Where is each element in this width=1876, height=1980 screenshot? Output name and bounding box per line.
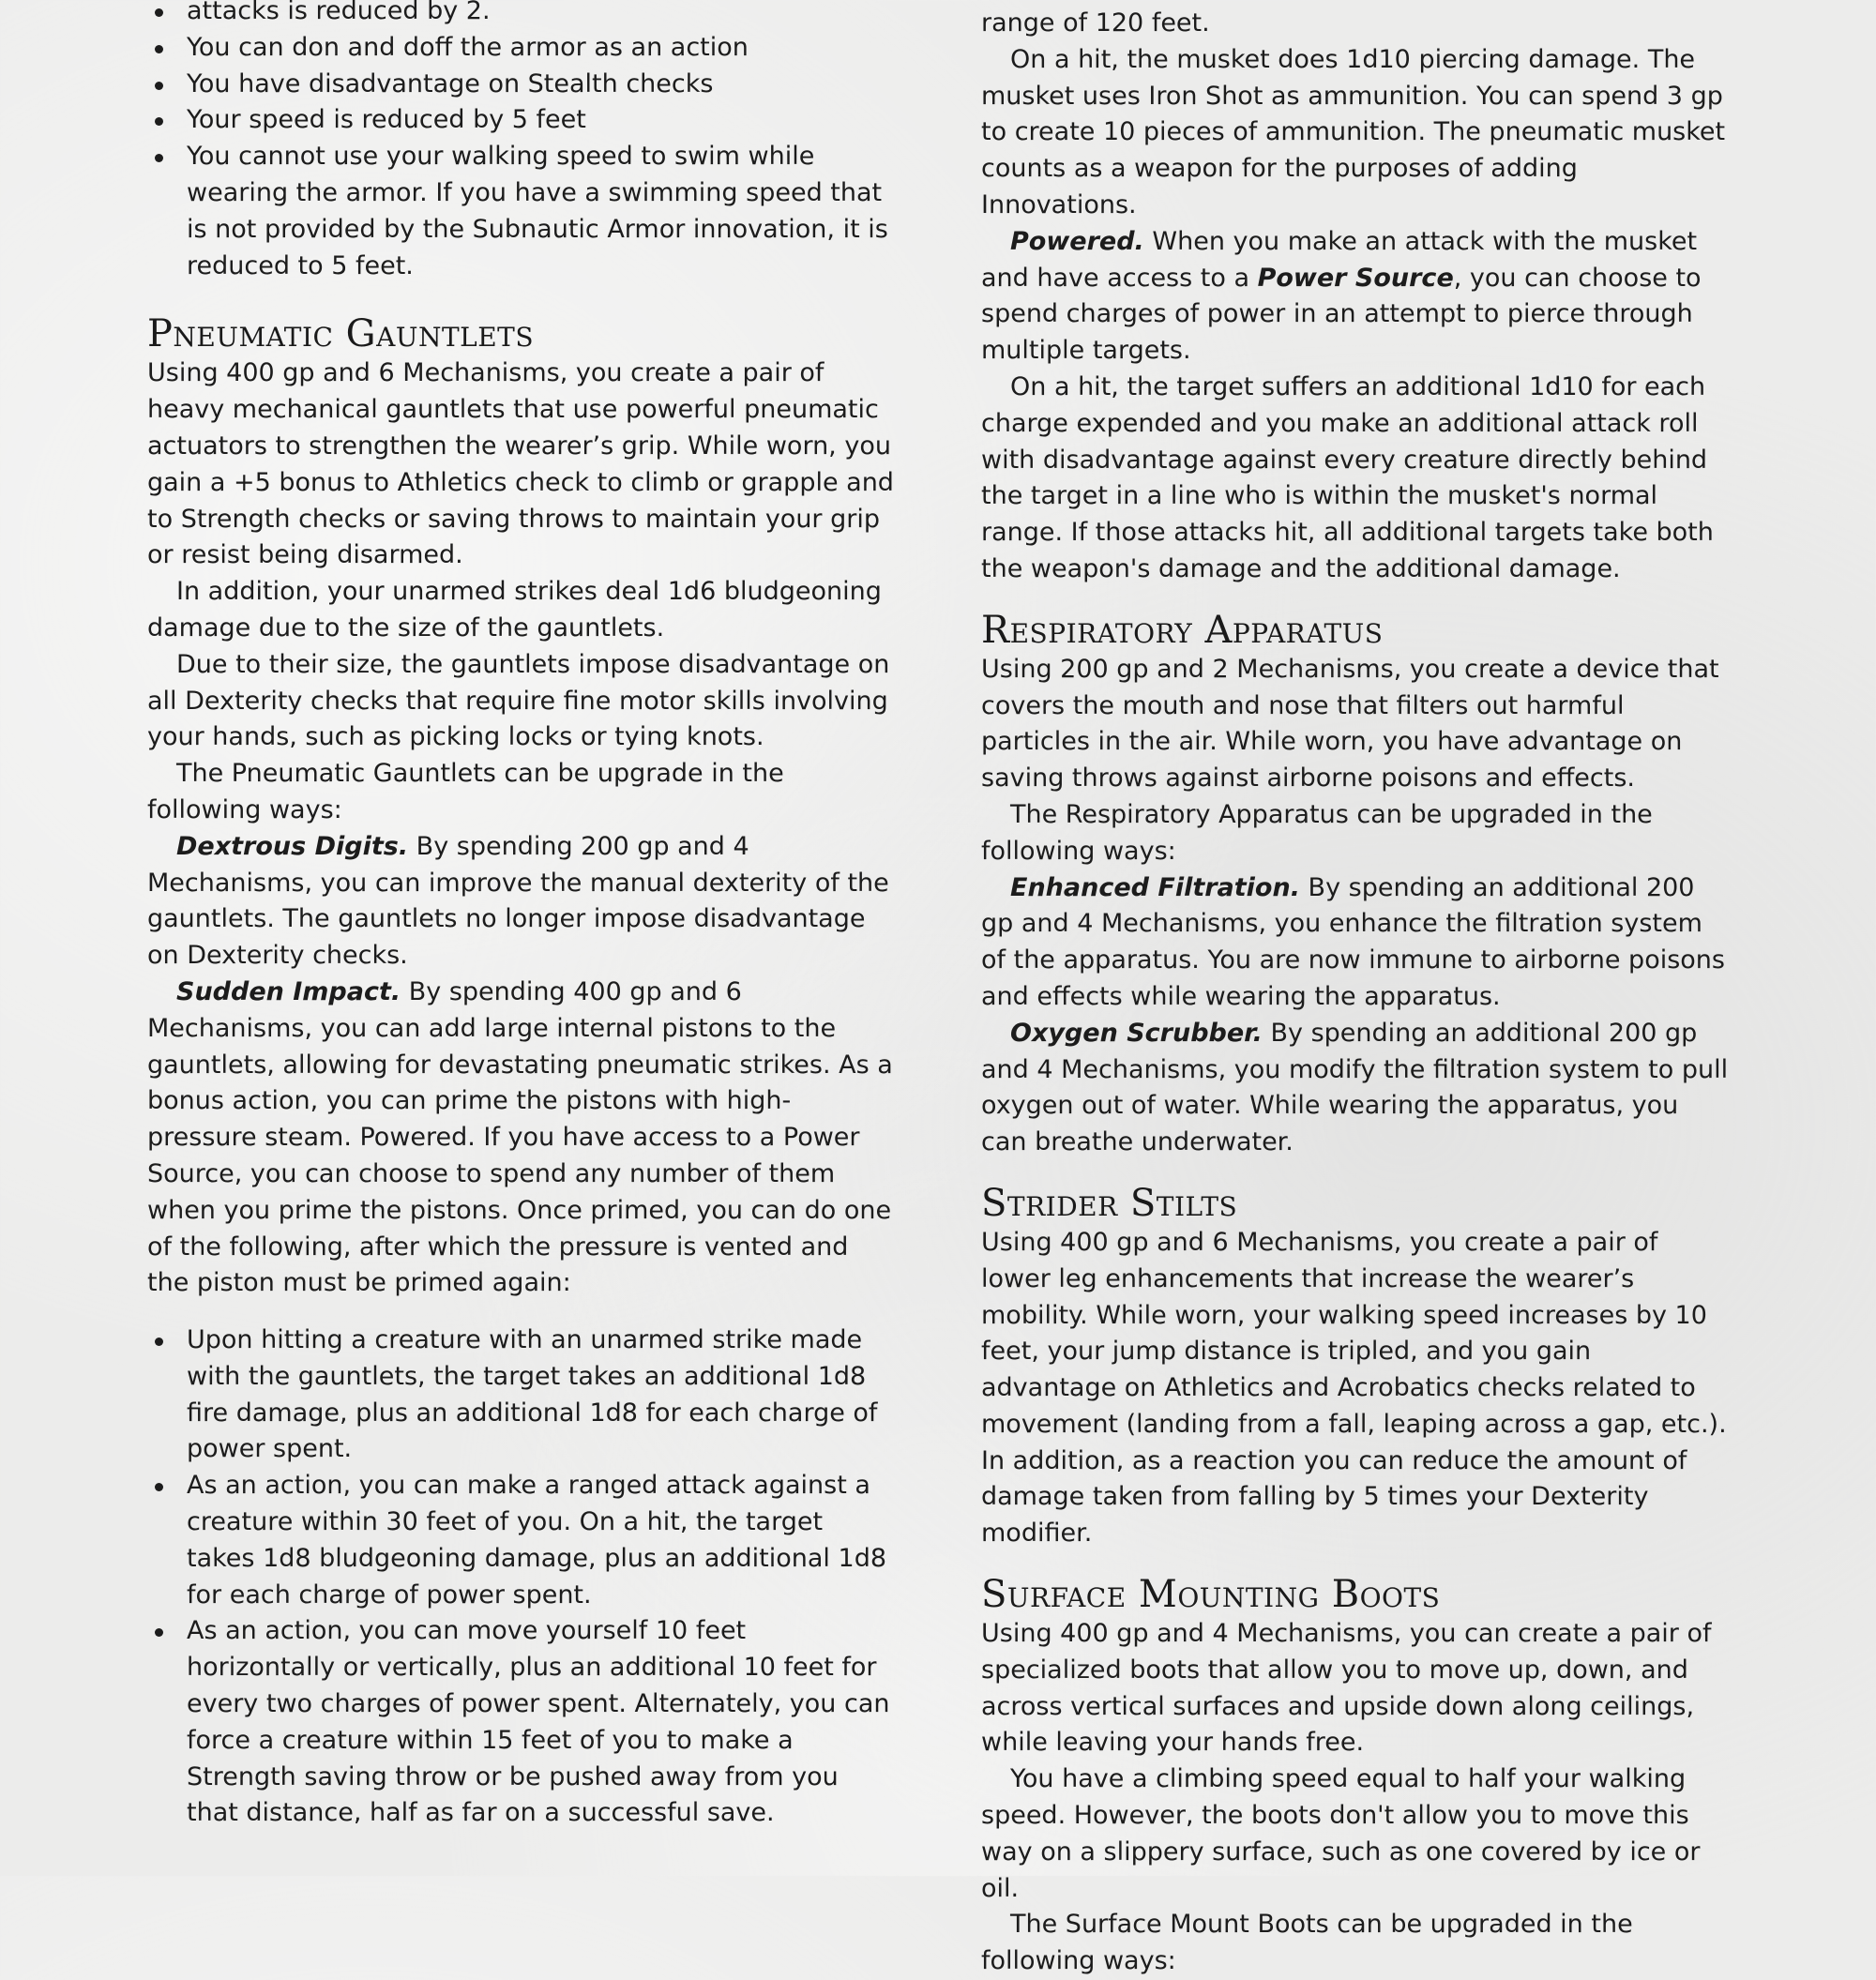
paragraph: Due to their size, the gauntlets impose disadvantage on all Dexterity checks that require fine motor skills involving your hands, such as picking locks or tying knots. — [147, 649, 890, 752]
section-title-strider-stilts: Strider Stilts — [981, 1181, 1238, 1225]
upgrade-oxygen-scrubber — [981, 1016, 1732, 1161]
upgrade-sudden-impact — [147, 975, 898, 1302]
paragraph: Using 400 gp and 4 Mechanisms, you can create a pair of specialized boots that allow you to move up, down, and across vertical surfaces and upside down along ceilings, while leaving your hands free. — [981, 1619, 1712, 1758]
option-text: When you make an attack with the musket and have access to a — [981, 226, 1698, 293]
option-name: Sudden Impact. — [176, 976, 401, 1006]
paragraph: Using 200 gp and 2 Mechanisms, you create a device that covers the mouth and nose that filters out harmful particles in the air. While worn, you have advantage on saving throws against airborne poisons and effects. — [981, 654, 1719, 794]
upgrade-dextrous-digits — [147, 829, 898, 975]
option-name: Dextrous Digits. — [176, 831, 409, 861]
section-title-pneumatic-gauntlets: Pneumatic Gauntlets — [147, 312, 535, 356]
paragraph: range of 120 feet. — [981, 8, 1210, 38]
option-name: Oxygen Scrubber. — [1010, 1018, 1263, 1048]
sudden-impact-bullet-list — [147, 1323, 898, 1832]
section-title-respiratory-apparatus: Respiratory Apparatus — [981, 608, 1384, 652]
list-item: You cannot use your walking speed to swim while wearing the armor. If you have a swimming speed that is not provided by the Subnautic Armor innovation, it is reduced to 5 feet. — [187, 139, 898, 284]
option-text: By spending 200 gp and 4 Mechanisms, you can improve the manual dexterity of the gauntlets. The gauntlets no longer impose disadvantage on Dexterity checks. — [147, 831, 889, 971]
list-item: You can don and doff the armor as an action — [187, 30, 898, 67]
paragraph: You have a climbing speed equal to half your walking speed. However, the boots don't allow you to move this way on a slippery surface, such as one covered by ice or oil. — [981, 1764, 1701, 1903]
paragraph: Using 400 gp and 6 Mechanisms, you create a pair of heavy mechanical gauntlets that use powerful pneumatic actuators to strengthen the wearer’s grip. While worn, you gain a +5 bonus to Athletics check to climb or grapple and to Strength checks or saving throws to maintain your grip or resist being disarmed. — [147, 358, 894, 570]
option-text: , you can choose to spend charges of power in an attempt to pierce through multiple targets. — [981, 263, 1702, 366]
option-name: Powered. — [1010, 226, 1144, 256]
paragraph: The Pneumatic Gauntlets can be upgrade in the following ways: — [147, 759, 784, 824]
list-item: attacks is reduced by 2. — [187, 0, 898, 30]
list-item: Your speed is reduced by 5 feet — [187, 102, 898, 139]
power-source-term: Power Source — [1257, 263, 1454, 293]
list-item: Upon hitting a creature with an unarmed strike made with the gauntlets, the target takes an additional 1d8 fire damage, plus an additional 1d8 for each charge of power spent. — [187, 1323, 898, 1468]
paragraph: The Respiratory Apparatus can be upgraded in the following ways: — [981, 799, 1653, 866]
option-text: By spending 400 gp and 6 Mechanisms, you can add large internal pistons to the gauntlets, allowing for devastating pneumatic strikes. As a bonus action, you can prime the pistons with high-pressure steam. Powered. If you have access to a Power Source, you can choose to spend any number of them when you prime the pistons. Once primed, you can do one of the following, after which the pressure is vented and the piston must be primed again: — [147, 976, 893, 1298]
option-name: Enhanced Filtration. — [1010, 872, 1300, 902]
upgrade-powered — [981, 224, 1732, 370]
armor-bullet-list — [147, 0, 898, 284]
option-text: By spending an additional 200 gp and 4 Mechanisms, you enhance the filtration system of the apparatus. You are now immune to airborne poisons and effects while wearing the apparatus. — [981, 872, 1725, 1011]
paragraph: Using 400 gp and 6 Mechanisms, you create a pair of lower leg enhancements that increase the wearer’s mobility. While worn, your walking speed increases by 10 feet, your jump distance is tripled, and you gain advantage on Athletics and Acrobatics checks related to movement (landing from a fall, leaping across a gap, etc.). In addition, as a reaction you can reduce the amount of damage taken from falling by 5 times your Dexterity modifier. — [981, 1227, 1727, 1549]
list-item: As an action, you can make a ranged attack against a creature within 30 feet of you. On a hit, the target takes 1d8 bludgeoning damage, plus an additional 1d8 for each charge of power spent. — [187, 1468, 898, 1613]
paragraph: On a hit, the target suffers an additional 1d10 for each charge expended and you make an additional attack roll with disadvantage against every creature directly behind the target in a line who is within the musket's normal range. If those attacks hit, all additional targets take both the weapon's damage and the additional damage. — [981, 371, 1714, 583]
list-item: You have disadvantage on Stealth checks — [187, 67, 898, 103]
paragraph: In addition, your unarmed strikes deal 1d6 bludgeoning damage due to the size of the gauntlets. — [147, 577, 882, 642]
upgrade-enhanced-filtration — [981, 870, 1732, 1016]
paragraph: The Surface Mount Boots can be upgraded in the following ways: — [981, 1910, 1633, 1976]
paragraph: On a hit, the musket does 1d10 piercing damage. The musket uses Iron Shot as ammunition. You can spend 3 gp to create 10 pieces of ammunition. The pneumatic musket counts as a weapon for the purposes of adding Innovations. — [981, 44, 1726, 219]
list-item: As an action, you can move yourself 10 feet horizontally or vertically, plus an additional 10 feet for every two charges of power spent. Alternately, you can force a creature within 15 feet of you to make a Strength saving throw or be pushed away from you that distance, half as far on a successful save. — [187, 1613, 898, 1832]
option-text: By spending an additional 200 gp and 4 Mechanisms, you modify the filtration system to pull oxygen out of water. While wearing the apparatus, you can breathe underwater. — [981, 1018, 1729, 1157]
right-column — [981, 6, 1732, 1980]
left-column — [147, 0, 898, 1832]
section-title-surface-mounting-boots: Surface Mounting Boots — [981, 1573, 1441, 1617]
